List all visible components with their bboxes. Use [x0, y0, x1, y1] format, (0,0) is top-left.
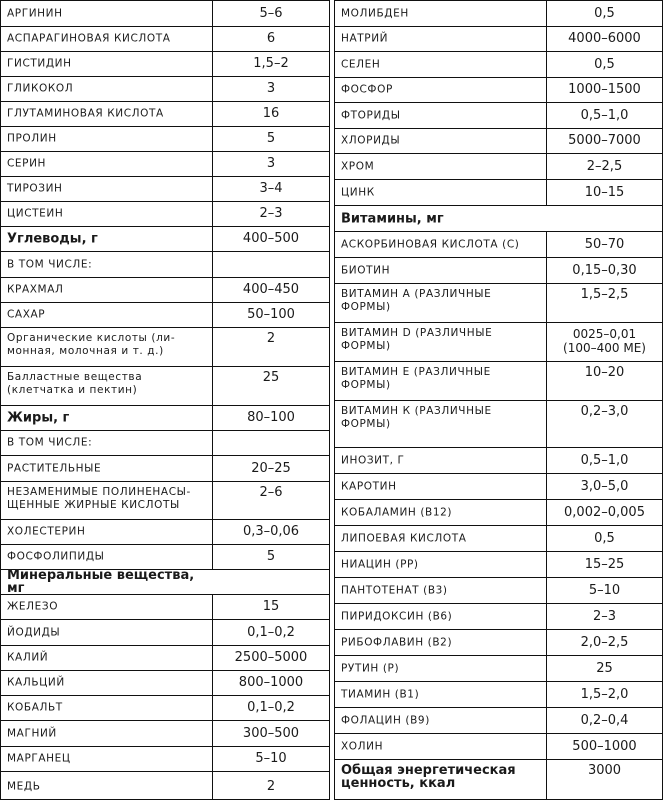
nutrient-value: 1,5–2,0: [580, 686, 629, 702]
nutrient-name: ВИТАМИН К (РАЗЛИЧНЫЕ ФОРМЫ): [341, 405, 492, 430]
table-row: [1, 127, 329, 152]
nutrient-value: 3000: [587, 763, 622, 778]
nutrient-name: ПРОЛИН: [7, 132, 57, 145]
nutrient-name: МАРГАНЕЦ: [7, 752, 71, 765]
table-row: [335, 760, 662, 801]
nutrient-value: 0,1–0,2: [247, 624, 295, 640]
table-row: [1, 620, 329, 646]
nutrient-value: 3: [266, 156, 276, 171]
table-row: [1, 252, 329, 278]
table-row: [335, 734, 662, 760]
table-row: [1, 545, 329, 570]
section-title: Минеральные вещества, мг: [7, 568, 195, 596]
table-row: [1, 328, 329, 367]
nutrient-value: 0,1–0,2: [247, 700, 295, 715]
nutrient-name: ХРОМ: [341, 160, 375, 172]
nutrient-value: 400–450: [242, 282, 300, 297]
nutrient-value: 2–2,5: [586, 158, 623, 174]
nutrient-value: 25: [262, 370, 280, 385]
section-header-row: [1, 570, 329, 595]
nutrient-value: 15: [262, 599, 280, 614]
table-row: [335, 129, 662, 154]
nutrient-name: МЕДЬ: [7, 780, 41, 792]
table-row: [335, 52, 662, 78]
section-header-row: [335, 206, 662, 232]
table-row: [335, 552, 662, 578]
nutrient-value: 4000–6000: [568, 31, 641, 46]
nutrient-value: 300–500: [242, 725, 300, 741]
nutrient-name: Общая энергетическая ценность, ккал: [341, 763, 516, 791]
nutrient-name: ЦИНК: [341, 186, 375, 198]
nutrient-name: РУТИН (Р): [341, 662, 400, 674]
nutrient-name: В ТОМ ЧИСЛЕ:: [7, 436, 93, 449]
table-row: [335, 284, 662, 323]
nutrient-name: ВИТАМИН Е (РАЗЛИЧНЫЕ ФОРМЫ): [341, 366, 491, 391]
nutrient-value: 0,5: [594, 5, 615, 21]
nutrient-value: 0,2–3,0: [580, 404, 629, 419]
nutrient-name: ГИСТИДИН: [7, 57, 72, 70]
table-row: [1, 456, 329, 482]
nutrient-name: НЕЗАМЕНИМЫЕ ПОЛИНЕНАСЫ- ЩЕННЫЕ ЖИРНЫЕ КИСЛОТЫ: [7, 486, 191, 511]
table-row: [335, 323, 662, 362]
section-title: Витамины, мг: [341, 211, 444, 226]
nutrient-value: 6: [266, 31, 276, 46]
nutrient-name: ТИАМИН (В1): [341, 688, 420, 700]
nutrient-value: 3,0–5,0: [580, 478, 629, 494]
nutrient-name: Балластные вещества (клетчатка и пектин): [7, 371, 143, 396]
nutrient-name: ГЛИКОКОЛ: [7, 82, 74, 95]
table-row: [1, 303, 329, 328]
nutrient-value: 5: [266, 131, 276, 146]
table-row: [1, 102, 329, 127]
nutrient-value: 50–100: [247, 307, 295, 322]
nutrient-value: 16: [262, 106, 280, 121]
table-row: [335, 78, 662, 103]
nutrient-name: Углеводы, г: [7, 231, 98, 247]
nutrient-value: 400–500: [242, 231, 300, 246]
nutrient-name: ПАНТОТЕНАТ (В3): [341, 584, 448, 596]
table-row: [1, 367, 329, 406]
table-row: [1, 202, 329, 227]
nutrient-name: ЦИСТЕИН: [7, 207, 64, 220]
table-row: [1, 177, 329, 202]
table-row: [1, 646, 329, 671]
nutrient-value: 2: [266, 331, 276, 346]
table-row: [335, 258, 662, 284]
nutrient-name: ХОЛИН: [341, 740, 384, 752]
nutrient-name: ВИТАМИН D (РАЗЛИЧНЫЕ ФОРМЫ): [341, 327, 493, 352]
nutrient-value: 3: [266, 81, 276, 96]
table-row: [335, 401, 662, 448]
nutrient-name: АСПАРАГИНОВАЯ КИСЛОТА: [7, 32, 171, 45]
nutrient-name: БИОТИН: [341, 264, 391, 276]
nutrient-value: 0,5: [594, 530, 615, 546]
nutrient-name: МАГНИЙ: [7, 727, 57, 739]
nutrient-name: СЕЛЕН: [341, 58, 381, 70]
table-row: [1, 278, 329, 303]
nutrient-name: ГЛУТАМИНОВАЯ КИСЛОТА: [7, 107, 164, 120]
nutrient-name: ФТОРИДЫ: [341, 109, 401, 121]
nutrient-value: 50–70: [584, 236, 625, 252]
nutrient-name: КАРОТИН: [341, 480, 397, 492]
nutrient-name: Жиры, г: [7, 410, 70, 426]
nutrient-name: НИАЦИН (РР): [341, 558, 419, 570]
nutrient-value: 15–25: [584, 556, 625, 572]
table-row: [1, 772, 329, 801]
nutrient-value: 0,5–1,0: [580, 452, 629, 468]
table-row: [335, 682, 662, 708]
nutrient-name: ХОЛЕСТЕРИН: [7, 525, 86, 538]
nutrient-value: 500–1000: [572, 738, 637, 754]
nutrient-value: 0,5: [594, 56, 615, 72]
nutrient-name: НАТРИЙ: [341, 32, 389, 45]
table-row: [1, 431, 329, 456]
nutrient-value: 2–3: [592, 608, 617, 624]
table-row: [1, 595, 329, 620]
nutrient-value: 5000–7000: [568, 133, 641, 148]
nutrient-name: КОБАЛЬТ: [7, 701, 63, 714]
nutrient-value: 1000–1500: [568, 82, 641, 97]
table-row: [1, 77, 329, 102]
table-row: [1, 52, 329, 77]
nutrient-value: 2: [266, 778, 276, 794]
nutrient-name: РАСТИТЕЛЬНЫЕ: [7, 462, 102, 474]
table-row: [1, 152, 329, 177]
table-row: [335, 500, 662, 526]
table-row: [1, 27, 329, 52]
nutrient-value: 5–6: [259, 5, 283, 21]
nutrient-value: 0,2–0,4: [580, 712, 629, 728]
nutrient-name: ФОСФОР: [341, 83, 393, 96]
nutrient-name: САХАР: [7, 308, 46, 321]
nutrient-value: 25: [596, 660, 613, 676]
nutrient-table-right: [334, 0, 663, 800]
table-row: [335, 232, 662, 258]
table-row: [335, 656, 662, 682]
nutrient-name: Органические кислоты (ли- монная, молочная и т. д.): [7, 332, 176, 357]
table-row: [335, 1, 662, 27]
table-row: [1, 721, 329, 747]
table-row: [1, 520, 329, 545]
table-row: [335, 630, 662, 656]
table-row: [335, 27, 662, 52]
table-row: [1, 482, 329, 520]
nutrient-name: ФОСФОЛИПИДЫ: [7, 550, 105, 563]
nutrient-name: ПИРИДОКСИН (В6): [341, 610, 453, 622]
table-row: [335, 103, 662, 129]
table-row: [1, 227, 329, 252]
nutrient-name: КАЛЬЦИЙ: [7, 676, 65, 689]
nutrient-value: 3–4: [259, 181, 283, 196]
table-row: [1, 747, 329, 772]
nutrient-value: 1,5–2: [253, 56, 289, 71]
nutrient-name: ФОЛАЦИН (В9): [341, 714, 430, 726]
table-row: [335, 448, 662, 474]
nutrient-value: 5: [266, 549, 276, 564]
nutrient-name: ЛИПОЕВАЯ КИСЛОТА: [341, 532, 467, 544]
table-row: [335, 474, 662, 500]
nutrient-value: 20–25: [251, 460, 291, 476]
nutrient-name: В ТОМ ЧИСЛЕ:: [7, 258, 93, 270]
nutrient-table-left: [0, 0, 330, 800]
nutrient-name: АРГИНИН: [7, 7, 63, 19]
nutrient-name: МОЛИБДЕН: [341, 7, 409, 19]
nutrient-value: 1,5–2,5: [580, 287, 629, 302]
table-row: [335, 578, 662, 604]
table-row: [335, 708, 662, 734]
table-row: [335, 154, 662, 180]
table-row: [335, 526, 662, 552]
table-row: [1, 1, 329, 27]
nutrient-value: 2–3: [259, 206, 283, 221]
nutrient-name: ХЛОРИДЫ: [341, 134, 401, 147]
nutrient-value: 10–15: [584, 184, 625, 200]
nutrient-name: КОБАЛАМИН (В12): [341, 506, 453, 518]
nutrient-value: 5–10: [588, 582, 621, 598]
nutrient-name: ТИРОЗИН: [7, 182, 63, 195]
nutrient-value: 0,5–1,0: [580, 107, 629, 123]
nutrient-value: 2500–5000: [234, 650, 308, 665]
table-row: [335, 362, 662, 401]
nutrient-value: 80–100: [247, 410, 295, 425]
table-row: [1, 696, 329, 721]
nutrient-name: СЕРИН: [7, 157, 47, 170]
nutrient-name: РИБОФЛАВИН (В2): [341, 636, 453, 648]
table-row: [335, 604, 662, 630]
nutrient-name: КАЛИЙ: [7, 651, 49, 664]
table-row: [335, 180, 662, 206]
nutrient-value: 2,0–2,5: [580, 634, 629, 650]
nutrient-name: ЖЕЛЕЗО: [7, 600, 59, 613]
nutrient-value: 0025–0,01 (100–400 МЕ): [563, 327, 646, 355]
nutrient-value: 0,002–0,005: [564, 504, 645, 520]
table-row: [1, 671, 329, 696]
nutrient-name: ЙОДИДЫ: [7, 626, 61, 638]
nutrient-name: ИНОЗИТ, Г: [341, 454, 405, 466]
nutrient-value: 10–20: [584, 365, 625, 380]
nutrient-name: АСКОРБИНОВАЯ КИСЛОТА (С): [341, 238, 520, 250]
nutrient-name: КРАХМАЛ: [7, 283, 64, 296]
table-row: [1, 406, 329, 431]
nutrient-name: ВИТАМИН А (РАЗЛИЧНЫЕ ФОРМЫ): [341, 288, 492, 313]
nutrient-value: 5–10: [255, 751, 287, 766]
nutrient-value: 2–6: [259, 485, 283, 500]
nutrient-value: 0,15–0,30: [572, 262, 637, 278]
nutrient-value: 800–1000: [238, 675, 304, 690]
nutrient-value: 0,3–0,06: [242, 524, 300, 539]
